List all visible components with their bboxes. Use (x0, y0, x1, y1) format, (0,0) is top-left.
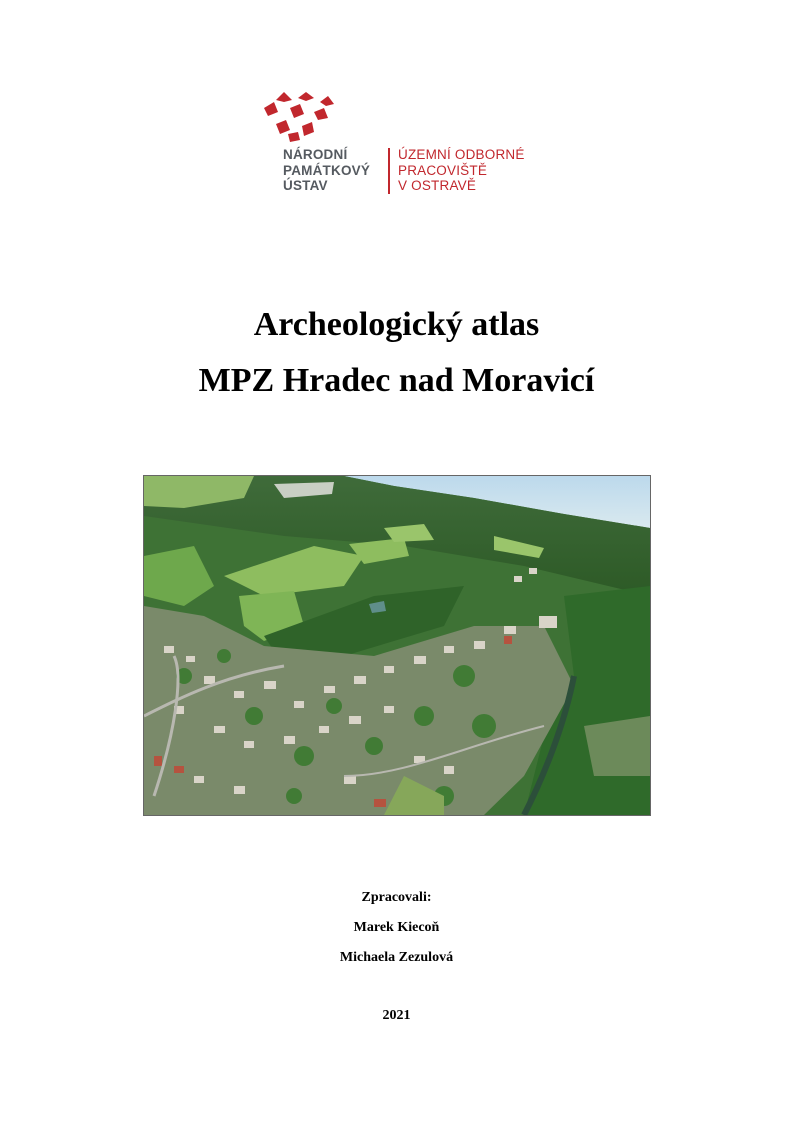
credits-label: Zpracovali: (361, 890, 432, 905)
author-1: Marek Kiecoň (353, 920, 440, 935)
author-2: Michaela Zezulová (339, 950, 454, 965)
logo-institution-name (283, 147, 370, 194)
npu-logo-icon (262, 92, 336, 142)
logo-left-line-2: PAMÁTKOVÝ (283, 162, 371, 178)
aerial-landscape-image (144, 476, 650, 815)
logo-left-line-1: NÁRODNÍ (283, 147, 348, 162)
logo-right-line-1: ÚZEMNÍ ODBORNÉ (398, 147, 525, 162)
logo-right-line-2: PRACOVIŠTĚ (398, 162, 488, 178)
document-title-line-2: MPZ Hradec nad Moravicí (198, 362, 595, 399)
logo-right-line-3: V OSTRAVĚ (398, 178, 477, 193)
logo-divider (388, 148, 390, 194)
logo-office-name (398, 147, 525, 194)
document-title-line-1: Archeologický atlas (253, 306, 540, 343)
logo-left-line-3: ÚSTAV (283, 178, 328, 193)
aerial-photo (143, 475, 651, 816)
publication-year: 2021 (382, 1008, 411, 1023)
